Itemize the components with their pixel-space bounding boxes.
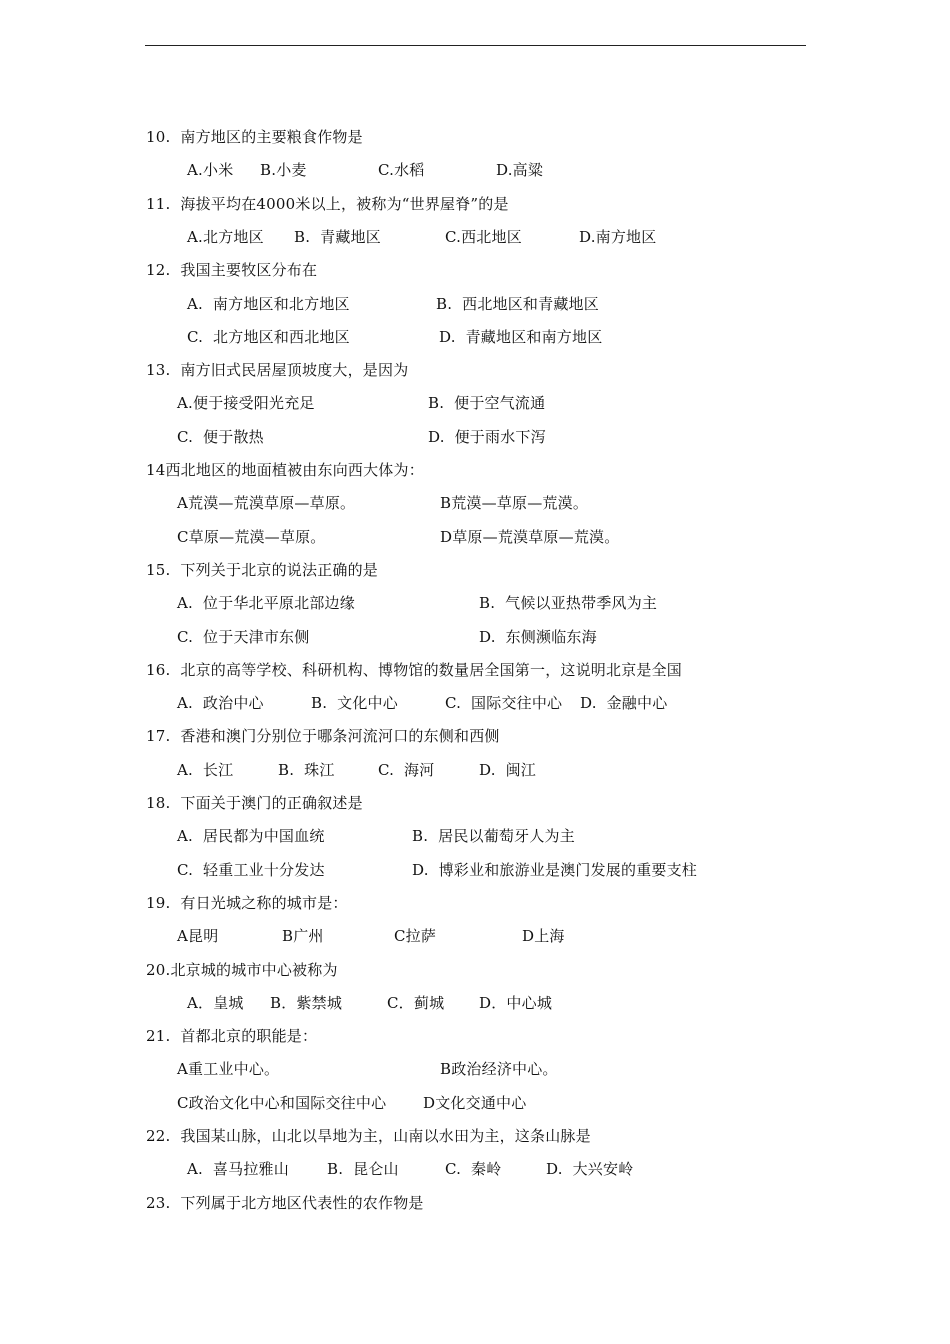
question-stem: 12. 我国主要牧区分布在 — [146, 261, 318, 280]
answer-option: D. 东侧濒临东海 — [479, 627, 597, 646]
answer-option: D. 便于雨水下泻 — [428, 427, 546, 446]
answer-option: D. 博彩业和旅游业是澳门发展的重要支柱 — [412, 860, 697, 879]
answer-option: A. 位于华北平原北部边缘 — [177, 594, 355, 613]
question-stem: 21. 首都北京的职能是： — [146, 1027, 318, 1046]
answer-option: D.高粱 — [496, 161, 544, 180]
answer-option: D. 大兴安岭 — [546, 1160, 634, 1179]
answer-option: B政治经济中心。 — [440, 1060, 558, 1079]
question-stem: 13. 南方旧式民居屋顶坡度大，是因为 — [146, 361, 409, 380]
answer-option: D．中心城 — [479, 993, 553, 1012]
question-stem: 17. 香港和澳门分别位于哪条河流河口的东侧和西侧 — [146, 727, 500, 746]
answer-option: B.小麦 — [260, 161, 307, 180]
question-stem: 22. 我国某山脉，山北以旱地为主，山南以水田为主，这条山脉是 — [146, 1127, 591, 1145]
answer-option: B荒漠—草原—荒漠。 — [440, 494, 589, 513]
answer-option: C. 国际交往中心 — [445, 694, 563, 713]
question-stem: 15. 下列关于北京的说法正确的是 — [146, 560, 378, 579]
answer-option: C. 海河 — [378, 760, 435, 779]
answer-option: A重工业中心。 — [177, 1060, 280, 1079]
answer-option: B. 气候以亚热带季风为主 — [479, 594, 658, 613]
question-stem: 14西北地区的地面植被由东向西大体为： — [146, 461, 424, 479]
answer-option: A. 长江 — [177, 760, 234, 779]
answer-option: D草原—荒漠草原—荒漠。 — [440, 527, 620, 546]
answer-option: A. 南方地区和北方地区 — [187, 294, 350, 313]
question-stem: 20.北京城的城市中心被称为 — [146, 960, 338, 979]
question-stem: 18. 下面关于澳门的正确叙述是 — [146, 794, 363, 812]
answer-option: B广州 — [282, 927, 324, 946]
header-rule — [145, 45, 806, 46]
answer-option: B. 西北地区和青藏地区 — [436, 294, 599, 313]
answer-option: A．皇城 — [187, 993, 244, 1012]
answer-option: B. 居民以葡萄牙人为主 — [412, 827, 575, 846]
answer-option: A.北方地区 — [187, 227, 264, 246]
answer-option: A. 喜马拉雅山 — [187, 1160, 289, 1179]
answer-option: A. 居民都为中国血统 — [177, 827, 325, 846]
question-stem: 11. 海拔平均在4000米以上，被称为“世界屋脊”的是 — [146, 194, 509, 213]
answer-option: A.便于接受阳光充足 — [177, 394, 315, 413]
answer-option: B. 便于空气流通 — [428, 394, 546, 413]
answer-option: C草原—荒漠—草原。 — [177, 527, 326, 546]
answer-option: D. 金融中心 — [580, 694, 668, 713]
answer-option: D. 青藏地区和南方地区 — [439, 327, 603, 346]
answer-option: C拉萨 — [394, 927, 437, 946]
question-stem: 16. 北京的高等学校、科研机构、博物馆的数量居全国第一，这说明北京是全国 — [146, 660, 682, 679]
answer-option: B. 昆仑山 — [327, 1160, 399, 1179]
question-stem: 19. 有日光城之称的城市是： — [146, 893, 348, 912]
answer-option: C. 位于天津市东侧 — [177, 627, 310, 646]
answer-option: A.小米 — [187, 161, 234, 180]
question-stem: 10. 南方地区的主要粮食作物是 — [146, 128, 363, 146]
answer-option: C. 秦岭 — [445, 1160, 502, 1179]
answer-option: D. 闽江 — [479, 760, 536, 779]
answer-option: C.西北地区 — [445, 227, 522, 246]
answer-option: C. 北方地区和西北地区 — [187, 327, 350, 346]
answer-option: D文化交通中心 — [423, 1093, 527, 1112]
answer-option: D.南方地区 — [579, 227, 657, 246]
answer-option: C. 便于散热 — [177, 427, 264, 446]
answer-option: B. 文化中心 — [311, 694, 398, 713]
answer-option: D上海 — [522, 927, 565, 946]
answer-option: C．蓟城 — [387, 993, 445, 1012]
answer-option: A荒漠—荒漠草原—草原。 — [177, 494, 356, 513]
answer-option: B. 珠江 — [278, 760, 335, 779]
answer-option: C政治文化中心和国际交往中心 — [177, 1093, 387, 1112]
answer-option: A. 政治中心 — [177, 694, 264, 713]
question-stem: 23. 下列属于北方地区代表性的农作物是 — [146, 1193, 424, 1212]
answer-option: B. 青藏地区 — [294, 227, 381, 246]
answer-option: A昆明 — [177, 927, 219, 946]
answer-option: B．紫禁城 — [270, 993, 343, 1012]
answer-option: C.水稻 — [378, 161, 425, 180]
answer-option: C. 轻重工业十分发达 — [177, 860, 325, 879]
